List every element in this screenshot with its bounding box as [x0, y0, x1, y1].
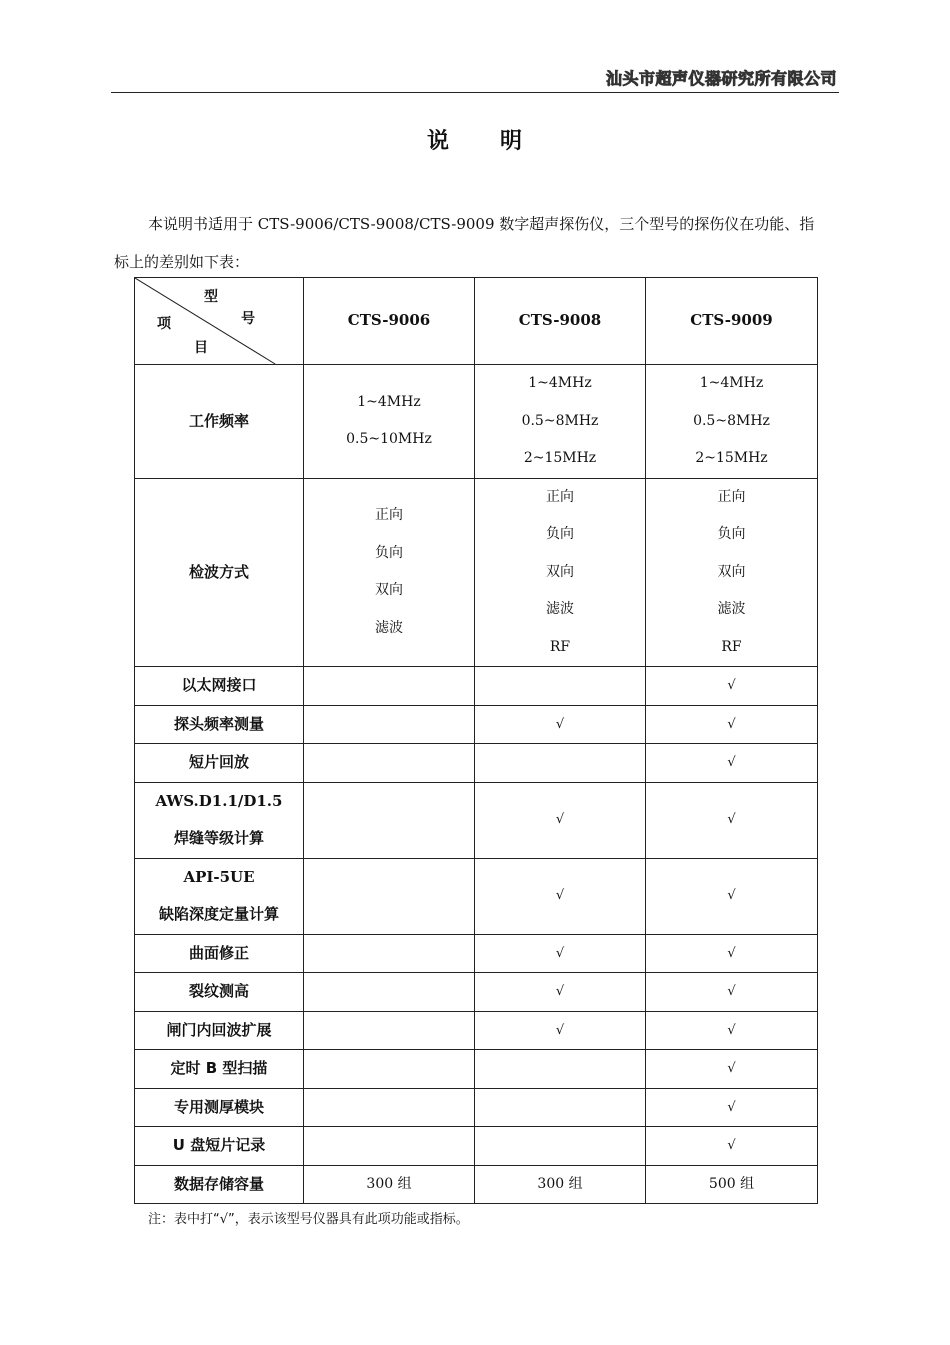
cell-value: 1~4MHz: [528, 375, 592, 391]
value-cell: [646, 934, 818, 973]
row-label-cell: [135, 365, 304, 479]
value-cell: [646, 1050, 818, 1089]
row-label-cell: [135, 705, 304, 744]
value-cell: [475, 365, 646, 479]
cell-value: RF: [549, 638, 571, 655]
value-cell: [475, 782, 646, 858]
value-cell: [475, 1050, 646, 1089]
row-label-cell: [135, 973, 304, 1012]
row-label-cell: [135, 934, 304, 973]
table-header-row: [135, 278, 818, 365]
cell-value: 1~4MHz: [357, 393, 421, 410]
row-label: 检波方式: [188, 562, 249, 581]
cell-value: 滤波: [546, 601, 574, 617]
row-label-cell: [135, 1011, 304, 1050]
check-mark: √: [555, 984, 565, 999]
table-row: [135, 858, 818, 934]
row-label: 数据存储容量: [173, 1174, 264, 1193]
check-mark: √: [727, 984, 736, 999]
cell-value: 负向: [375, 544, 403, 561]
value-cell: [646, 744, 818, 783]
value-cell: [475, 1011, 646, 1050]
table-row: [135, 973, 818, 1012]
check-mark: √: [727, 888, 736, 904]
cell-value: 0.5~8MHz: [693, 412, 770, 429]
check-mark: √: [727, 755, 736, 770]
cell-value: 双向: [546, 563, 574, 580]
check-mark: √: [727, 1061, 736, 1076]
value-cell: [475, 1088, 646, 1127]
value-cell: [475, 705, 646, 744]
value-cell: [475, 667, 646, 706]
cell-value: 双向: [375, 582, 403, 599]
value-cell: [646, 973, 818, 1012]
value-cell: [304, 973, 475, 1012]
value-cell: [646, 365, 818, 479]
cell-value: 2~15MHz: [695, 450, 768, 466]
cell-value: 0.5~10MHz: [346, 431, 432, 448]
value-cell: [646, 858, 818, 934]
cell-value: 1~4MHz: [699, 375, 764, 391]
cell-value: 正向: [717, 488, 746, 505]
check-mark: √: [727, 1099, 736, 1115]
row-label: API-5UE: [183, 867, 255, 886]
row-label: 曲面修正: [188, 943, 249, 962]
value-cell: [646, 667, 818, 706]
value-cell: [304, 1088, 475, 1127]
row-label: 闸门内回波扩展: [166, 1020, 272, 1039]
model-comparison-table: [134, 277, 818, 1204]
cell-value: 300 组: [537, 1175, 583, 1192]
cell-value: 滤波: [717, 601, 746, 617]
value-cell: [304, 1011, 475, 1050]
value-cell: [475, 973, 646, 1012]
row-label-cell: [135, 1050, 304, 1089]
value-cell: [304, 744, 475, 783]
row-label: 探头频率测量: [173, 714, 264, 733]
row-label: 裂纹测高: [188, 982, 249, 1000]
value-cell: [646, 782, 818, 858]
cell-value: 负向: [717, 526, 746, 542]
check-mark: √: [727, 716, 736, 732]
table-row: [135, 478, 818, 667]
cell-value: 负向: [546, 526, 574, 542]
value-cell: [304, 1165, 475, 1204]
row-label-cell: [135, 1127, 304, 1166]
row-label-cell: [135, 782, 304, 858]
check-mark: √: [727, 1138, 736, 1153]
table-row: [135, 934, 818, 973]
check-mark: √: [727, 678, 736, 693]
value-cell: [475, 858, 646, 934]
check-mark: √: [727, 945, 736, 961]
value-cell: [304, 858, 475, 934]
cell-value: 双向: [717, 563, 746, 580]
header-rule: [111, 92, 839, 93]
intro-paragraph: 本说明书适用于 CTS-9006/CTS-9008/CTS-9009 数字超声探伤仪，三个型号的探伤仪在功能、指标上的差别如下表：: [114, 215, 815, 271]
row-label: 专用测厚模块: [173, 1097, 264, 1116]
row-label: 短片回放: [188, 753, 249, 771]
value-cell: [646, 478, 818, 667]
cell-value: 正向: [375, 507, 403, 524]
table-row: [135, 667, 818, 706]
check-mark: √: [555, 888, 565, 904]
row-label: 缺陷深度定量计算: [158, 905, 279, 923]
table-row: [135, 782, 818, 858]
company-header: 汕头市超声仪器研究所有限公司: [605, 69, 837, 88]
row-label-cell: [135, 744, 304, 783]
row-label: U 盘短片记录: [172, 1136, 266, 1154]
corner-label-top: 型: [204, 289, 218, 305]
cell-value: 0.5~8MHz: [521, 412, 599, 429]
row-label: 以太网接口: [181, 676, 257, 694]
value-cell: [304, 1050, 475, 1089]
model-header: CTS-9006: [304, 278, 475, 365]
value-cell: [304, 365, 475, 479]
corner-label-right: 号: [241, 311, 255, 327]
row-label-cell: [135, 858, 304, 934]
table-footnote: 注：表中打“√”，表示该型号仪器具有此项功能或指标。: [148, 1212, 469, 1227]
check-mark: √: [727, 812, 736, 828]
model-header: CTS-9008: [475, 278, 646, 365]
check-mark: √: [555, 716, 565, 732]
value-cell: [646, 1127, 818, 1166]
cell-value: 500 组: [708, 1175, 755, 1192]
page-title: [0, 124, 950, 155]
check-mark: √: [555, 1022, 565, 1038]
row-label-cell: [135, 1165, 304, 1204]
title-part-2: 明: [500, 129, 524, 154]
model-header: CTS-9009: [646, 278, 818, 365]
table-row: [135, 1050, 818, 1089]
value-cell: [475, 1127, 646, 1166]
value-cell: [475, 1165, 646, 1204]
cell-value: 滤波: [375, 619, 403, 636]
table-row: [135, 744, 818, 783]
value-cell: [304, 782, 475, 858]
check-mark: √: [727, 1022, 736, 1038]
row-label: 工作频率: [188, 411, 249, 430]
table-row: [135, 1127, 818, 1166]
table-row: [135, 1088, 818, 1127]
check-mark: √: [555, 812, 565, 828]
table-row: [135, 705, 818, 744]
table-row: [135, 365, 818, 479]
value-cell: [646, 1088, 818, 1127]
row-label: AWS.D1.1/D1.5: [155, 791, 283, 810]
value-cell: [475, 478, 646, 667]
value-cell: [304, 705, 475, 744]
cell-value: 正向: [546, 488, 574, 505]
value-cell: [304, 667, 475, 706]
table-row: [135, 1011, 818, 1050]
table-row: [135, 1165, 818, 1204]
corner-header-cell: [135, 278, 304, 365]
cell-value: 300 组: [366, 1175, 412, 1192]
cell-value: 2~15MHz: [523, 450, 597, 466]
row-label-cell: [135, 478, 304, 667]
value-cell: [646, 1165, 818, 1204]
row-label-cell: [135, 667, 304, 706]
cell-value: RF: [721, 638, 742, 655]
value-cell: [304, 478, 475, 667]
row-label: 焊缝等级计算: [173, 829, 264, 847]
check-mark: √: [555, 945, 565, 961]
corner-label-left: 项: [157, 316, 171, 332]
row-label-cell: [135, 1088, 304, 1127]
value-cell: [475, 744, 646, 783]
row-label: 定时 B 型扫描: [170, 1059, 268, 1077]
value-cell: [475, 934, 646, 973]
value-cell: [304, 934, 475, 973]
value-cell: [646, 705, 818, 744]
title-part-1: 说: [426, 129, 450, 154]
corner-label-bottom: 目: [194, 340, 208, 356]
value-cell: [646, 1011, 818, 1050]
value-cell: [304, 1127, 475, 1166]
